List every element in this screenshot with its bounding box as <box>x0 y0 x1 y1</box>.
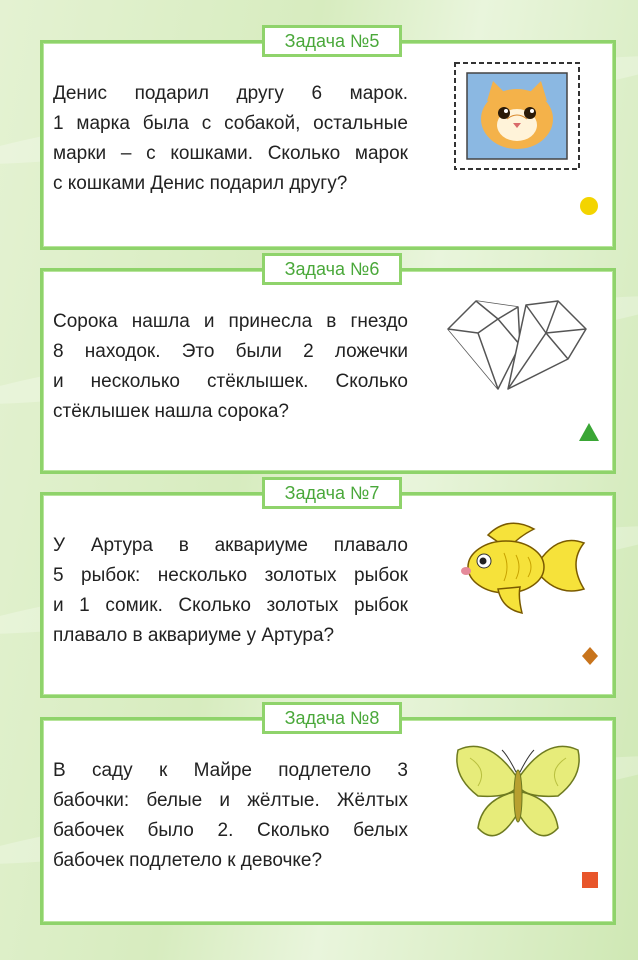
task-line: У Артура в аквариуме плавало <box>53 535 408 556</box>
task-line: бабочек было 2. Сколько белых <box>53 820 408 841</box>
task-card-7 <box>40 482 616 698</box>
marker-diamond-icon <box>580 645 600 667</box>
task-line: бабочек подлетело к девочке? <box>53 850 323 871</box>
task-card-8 <box>40 707 616 925</box>
task-text <box>53 307 408 427</box>
task-line: В саду к Майре подлетело 3 <box>53 760 408 781</box>
task-card-5 <box>40 30 616 250</box>
task-line: и несколько стёклышек. Сколько <box>53 371 408 392</box>
task-card-6 <box>40 258 616 474</box>
task-line: с кошками Денис подарил другу? <box>53 173 348 194</box>
task-line: Сорока нашла и принесла в гнездо <box>53 311 408 332</box>
crystals-icon <box>438 289 598 399</box>
cat-stamp-icon <box>453 61 581 171</box>
task-line: 5 рыбок: несколько золотых рыбок <box>53 565 408 586</box>
task-title: Задача №8 <box>262 702 402 734</box>
task-line: Денис подарил другу 6 марок. <box>53 83 408 104</box>
goldfish-icon <box>438 513 588 623</box>
task-line: плавало в аквариуме у Артура? <box>53 625 335 646</box>
marker-square-icon <box>580 870 600 890</box>
butterfly-icon <box>448 736 588 856</box>
task-line: бабочки: белые и жёлтые. Жёлтых <box>53 790 408 811</box>
task-text <box>53 756 408 876</box>
task-title: Задача №5 <box>262 25 402 57</box>
task-title: Задача №6 <box>262 253 402 285</box>
task-line: и 1 сомик. Сколько золотых рыбок <box>53 595 408 616</box>
task-line: стёклышек нашла сорока? <box>53 401 289 422</box>
task-text <box>53 531 408 651</box>
task-line: 1 марка была с собакой, остальные <box>53 113 408 134</box>
task-line: 8 находок. Это были 2 ложечки <box>53 341 408 362</box>
marker-circle-icon <box>579 196 599 216</box>
marker-triangle-icon <box>577 421 601 443</box>
task-text <box>53 79 408 199</box>
task-title: Задача №7 <box>262 477 402 509</box>
task-line: марки – с кошками. Сколько марок <box>53 143 408 164</box>
